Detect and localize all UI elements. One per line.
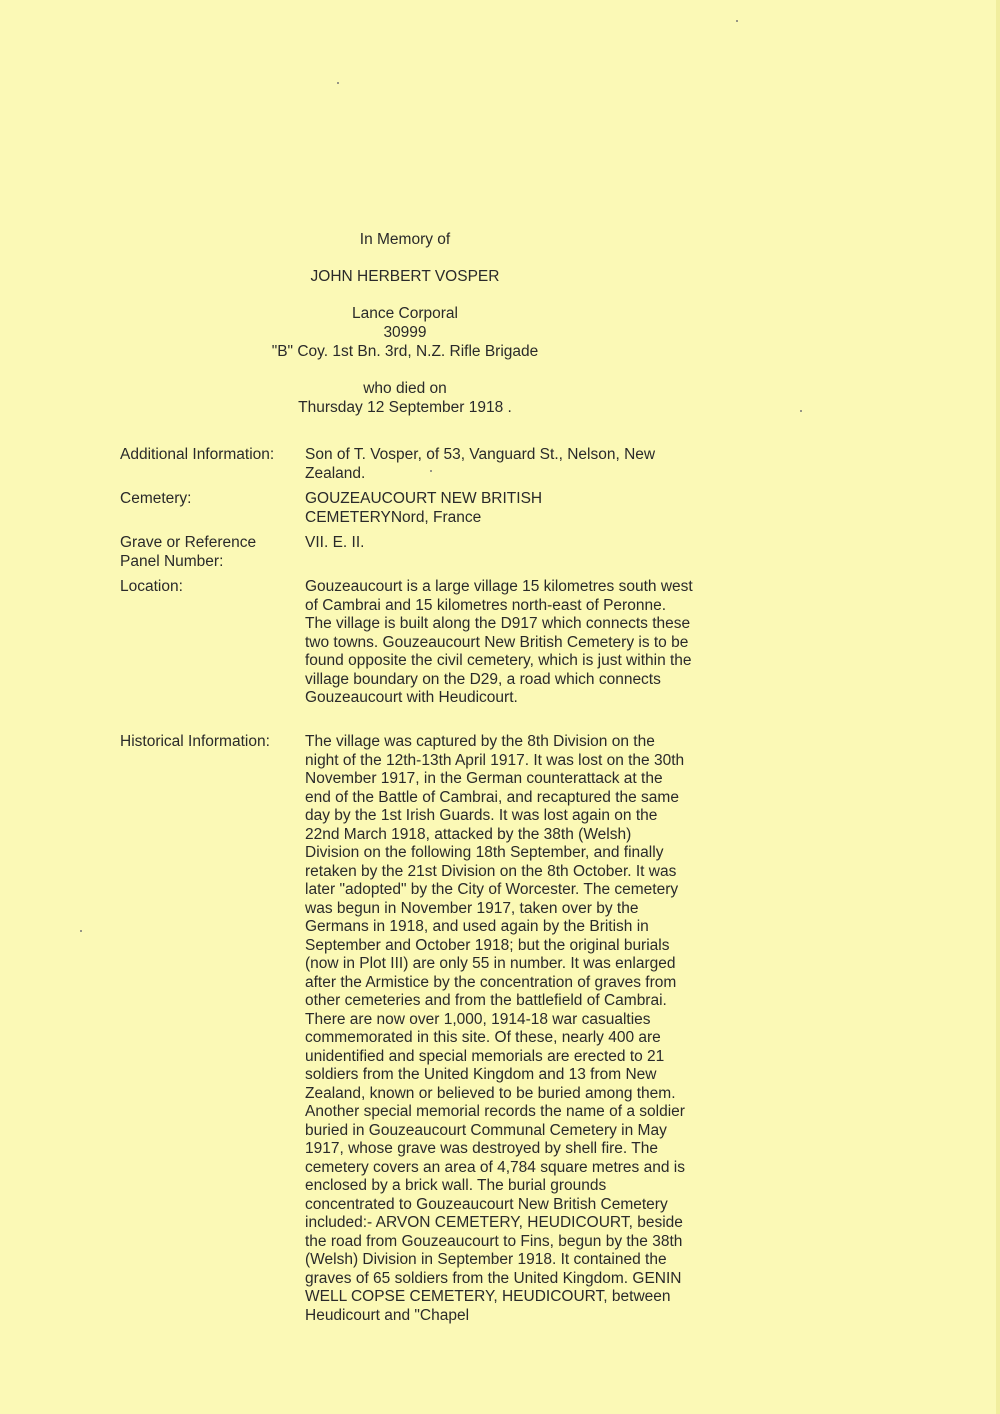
cemetery-label: Cemetery: xyxy=(120,490,192,507)
historical-info-label: Historical Information: xyxy=(120,733,270,750)
location-label: Location: xyxy=(120,578,183,595)
scan-speck xyxy=(80,930,82,932)
historical-info-value: The village was captured by the 8th Division on the night of the 12th-13th April 1917. It was lost on the 30th November 1917, in the German counterattack at the end of the Battle of Cambrai, and recaptured the same day by the 1st Irish Guards. It was lost again on the 22nd March 1918, attacked by the 38th (Welsh) Division on the following 18th September, and finally retaken by the 21st Division on the 8th October. It was later "adopted" by the City of Worcester. The cemetery was begun in November 1917, taken over by the Germans in 1918, and used again by the British in September and October 1918; but the original burials (now in Plot III) are only 55 in number. It was enlarged after the Armistice by the concentration of graves from other cemeteries and from the battlefield of Cambrai. There are now over 1,000, 1914-18 war casualties commemorated in this site. Of these, nearly 400 are unidentified and special memorials are erected to 21 soldiers from the United Kingdom and 13 from New Zealand, known or believed to be buried among them. Another special memorial records the name of a soldier buried in Gouzeaucourt Communal Cemetery in May 1917, whose grave was destroyed by shell fire. The cemetery covers an area of 4,784 square metres and is enclosed by a brick wall. The burial grounds concentrated to Gouzeaucourt New British Cemetery included:- ARVON CEMETERY, HEUDICOURT, beside the road from Gouzeaucourt to Fins, begun by the 38th (Welsh) Division in September 1918. It contained the graves of 65 soldiers from the United Kingdom. GENIN WELL COPSE CEMETERY, HEUDICOURT, between Heudicourt and "Chapel xyxy=(305,733,685,1324)
scan-speck xyxy=(736,20,738,22)
service-number: 30999 xyxy=(383,324,427,341)
rank: Lance Corporal xyxy=(352,305,458,322)
soldier-name: JOHN HERBERT VOSPER xyxy=(310,268,500,285)
additional-info-value: Son of T. Vosper, of 53, Vanguard St., Nelson, New Zealand. xyxy=(305,446,656,482)
grave-label: Grave or Reference Panel Number: xyxy=(120,534,257,570)
additional-info-label: Additional Information: xyxy=(120,446,275,463)
grave-value: VII. E. II. xyxy=(305,534,365,551)
cemetery-value xyxy=(305,490,695,527)
location-value: Gouzeaucourt is a large village 15 kilometres south west of Cambrai and 15 kilometres north-east of Peronne. The village is built along the D917 which connects these two towns. Gouzeaucourt New British Cemetery is to be found opposite the civil cemetery, which is just within the village boundary on the D29, a road which connects Gouzeaucourt with Heudicourt. xyxy=(305,578,693,706)
unit: "B" Coy. 1st Bn. 3rd, N.Z. Rifle Brigade xyxy=(271,343,539,360)
died-label: who died on xyxy=(363,380,447,397)
cemetery-value-line2: CEMETERYNord, France xyxy=(305,508,482,526)
page-edge xyxy=(996,0,1000,1414)
death-date: Thursday 12 September 1918 . xyxy=(298,399,512,416)
scan-speck xyxy=(337,82,339,84)
cemetery-value-line1: GOUZEAUCOURT NEW BRITISH xyxy=(305,490,543,507)
in-memory-heading: In Memory of xyxy=(359,231,451,248)
